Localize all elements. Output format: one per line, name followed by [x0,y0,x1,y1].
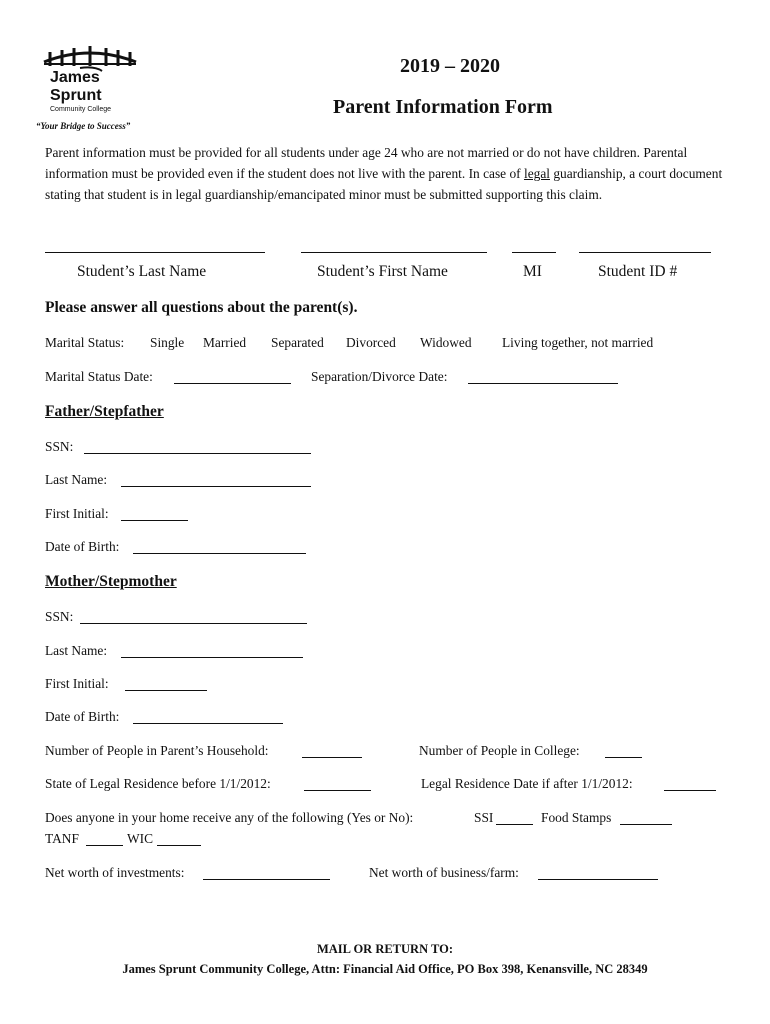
intro-text-1: Parent information must be provided for all students under age 24 who are not married or do not have children. Parental information must be provided even if the student does not live with the parent. In case of [45,145,688,181]
benefits-question: Does anyone in your home receive any of the following (Yes or No): [45,810,414,825]
mother-first-initial-label: First Initial: [45,676,109,691]
net-business-field[interactable] [538,879,658,880]
net-investments-label: Net worth of investments: [45,865,185,880]
marital-date-label: Marital Status Date: [45,369,153,384]
marital-option-separated[interactable]: Separated [271,335,324,350]
mailing-address: James Sprunt Community College, Attn: Financial Aid Office, PO Box 398, Kenansville, NC 28349 [122,962,648,976]
student-id-field[interactable] [579,252,711,253]
student-first-name-label: Student’s First Name [317,263,448,280]
mother-first-initial-field[interactable] [125,690,207,691]
intro-paragraph [45,142,735,205]
marital-option-married[interactable]: Married [203,335,247,350]
tanf-field[interactable] [86,845,123,846]
questions-heading: Please answer all questions about the parent(s). [45,299,358,316]
logo-name-line1: James [50,69,100,86]
mother-section-heading: Mother/Stepmother [45,573,177,590]
mother-dob-label: Date of Birth: [45,709,120,724]
father-first-initial-field[interactable] [121,520,188,521]
net-business-label: Net worth of business/farm: [369,865,519,880]
father-ssn-field[interactable] [84,453,311,454]
mother-ssn-field[interactable] [80,623,307,624]
marital-status-label: Marital Status: [45,335,125,350]
marital-option-widowed[interactable]: Widowed [420,335,472,350]
residence-date-label: Legal Residence Date if after 1/1/2012: [421,776,633,791]
student-mi-label: MI [523,263,542,280]
logo-name-line2: Sprunt [50,87,102,104]
ssi-field[interactable] [496,824,533,825]
people-household-field[interactable] [302,757,362,758]
mail-return-heading: MAIL OR RETURN TO: [316,942,454,956]
form-year: 2019 – 2020 [400,55,500,77]
intro-underlined: legal [523,166,550,181]
mother-dob-field[interactable] [133,723,283,724]
father-last-name-field[interactable] [121,486,311,487]
tagline: “Your Bridge to Success” [36,121,131,131]
mother-ssn-label: SSN: [45,609,74,624]
wic-label: WIC [127,831,154,846]
separation-date-label: Separation/Divorce Date: [311,369,448,384]
father-last-name-label: Last Name: [45,472,108,487]
student-first-name-field[interactable] [301,252,487,253]
net-investments-field[interactable] [203,879,330,880]
mother-last-name-label: Last Name: [45,643,108,658]
page-title: Parent Information Form [333,96,553,118]
father-first-initial-label: First Initial: [45,506,109,521]
father-section-heading: Father/Stepfather [45,403,164,420]
father-dob-label: Date of Birth: [45,539,120,554]
mother-last-name-field[interactable] [121,657,303,658]
people-household-label: Number of People in Parent’s Household: [45,743,269,758]
intro-text-2: guardianship, a court document stating that student is in legal guardianship/emancipated minor must be submitted supporting this claim. [45,166,723,202]
student-last-name-field[interactable] [45,252,265,253]
student-id-label: Student ID # [598,263,678,280]
logo-name-line3: Community College [50,106,112,113]
marital-date-field[interactable] [174,383,291,384]
tanf-label: TANF [45,831,79,846]
ssi-label: SSI [474,810,494,825]
state-residence-field[interactable] [304,790,371,791]
food-stamps-label: Food Stamps [541,810,612,825]
father-dob-field[interactable] [133,553,306,554]
father-ssn-label: SSN: [45,439,74,454]
student-mi-field[interactable] [512,252,556,253]
food-stamps-field[interactable] [620,824,672,825]
marital-option-living-together[interactable]: Living together, not married [502,335,654,350]
student-last-name-label: Student’s Last Name [77,263,207,280]
state-residence-label: State of Legal Residence before 1/1/2012: [45,776,271,791]
people-college-label: Number of People in College: [419,743,580,758]
marital-option-divorced[interactable]: Divorced [346,335,396,350]
separation-date-field[interactable] [468,383,618,384]
residence-date-field[interactable] [664,790,716,791]
marital-option-single[interactable]: Single [150,335,185,350]
wic-field[interactable] [157,845,201,846]
people-college-field[interactable] [605,757,642,758]
